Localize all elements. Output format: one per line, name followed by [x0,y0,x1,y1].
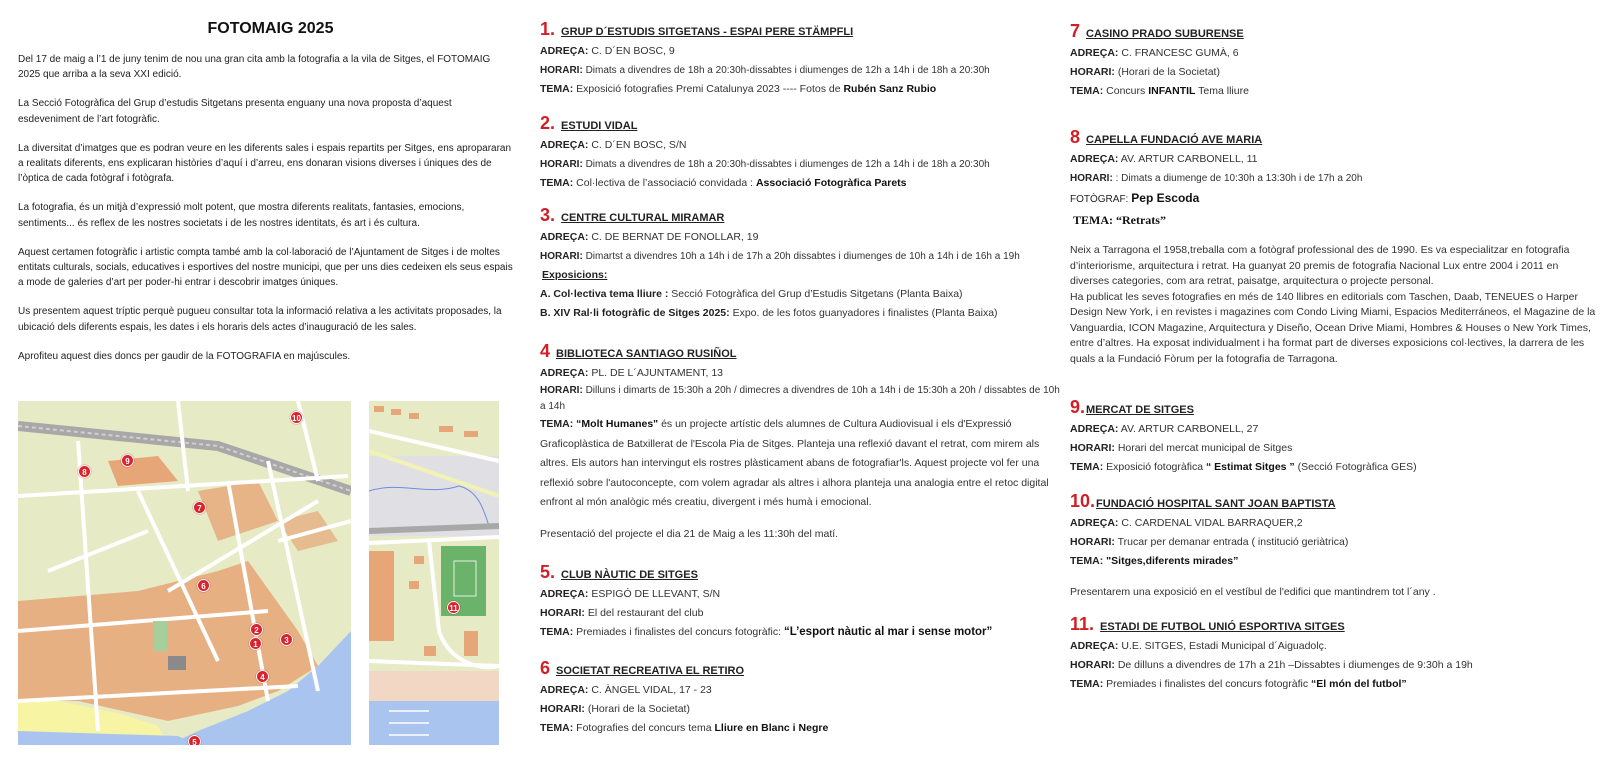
stadium-map-graphic [369,401,499,745]
venue-number: 11. [1070,614,1095,634]
venue-theme: Premiades i finalistes del concurs fotogràfic: [576,626,784,638]
venue-number: 6 [540,658,551,678]
bio-paragraph: Neix a Tarragona el 1958,treballa com a fotògraf professional des de 1990. Es va especialitzar en fotografia d’interiorisme, arquitectura i retrat. Ha guanyat 20 premis de fotografia Nacional Lux entre 2004 i 2011 en diverses categories, com ara retrat, paisatge, arquitectura o projecte personal. [1070,244,1570,287]
park [153,621,167,651]
hours-label: HORARI: [1070,442,1115,454]
venue-4 [540,341,1060,544]
theme-label: TEMA: [1070,85,1104,97]
venue-theme: és un projecte artístic dels alumnes de Cultura Audiovisual i els d'Expressió Graficoplàstica de Batxillerat de l'Escola Pia de Sitges. Planteja una reflexió davant el retrat, com mirem als altres. Els autors han intervingut els rostres plàsticament abans de fotografiar'ls. Aquest projecte vol fer una reflexió sobre l'autoconcepte, com volem agradar als altres i alhora planteja una analogia entre el retoc digital enfront al món analògic més creatiu, divergent i més humà i emocional. [540,418,1049,508]
map-marker-8[interactable]: 8 [78,465,91,478]
venue-address: ESPIGÓ DE LLEVANT, S/N [591,588,721,600]
intro-paragraph: Aquest certamen fotogràfic i artistic compta també amb la col·laboració de l’Ajuntament de Sitges i de moltes entitats culturals, socials, educatives i esportives del nostre municipi, que per uns dies cedeixen els seus espais a mode de galeries d’art per poder-hi entrar i descobrir imatges úniques. [18,246,513,289]
theme-label: TEMA: [540,626,574,638]
intro-paragraph: Del 17 de maig a l’1 de juny tenim de nou una gran cita amb la fotografia a la vila de Sitges, el FOTOMAIG 2025 que arriba a la seva XXI edició. [18,54,491,81]
venue-address: C. CARDENAL VIDAL BARRAQUER,2 [1121,517,1303,529]
exhibition-a-text: Secció Fotogràfica del Grup d’Estudis Sitgetans (Planta Baixa) [671,288,963,300]
photographer-name: Pep Escoda [1131,191,1200,205]
venue-name: ESTUDI VIDAL [561,120,638,132]
theme-label: TEMA: [540,722,574,734]
town-map [18,401,351,745]
venue-theme: Exposició fotografies Premi Catalunya 2023 ---- Fotos de [576,83,844,95]
town-map-graphic [18,401,351,745]
venue-3 [540,205,1060,323]
intro-paragraph: Us presentem aquest tríptic perquè pugueu consultar tota la informació relativa a les activitats proposades, la ubicació dels diferents espais, les dates i els horaris dels actes d’inauguració de les sales. [18,306,502,333]
venue-6 [540,658,1060,738]
venue-number: 2. [540,113,556,133]
venue-hours: Dimartst a divendres 10h a 14h i de 17h a 20h dissabtes i diumenges de 10h a 14h i de 16h a 19h [585,251,1020,262]
church [168,656,186,670]
venue-theme: TEMA: “Retrats” [1073,213,1166,227]
address-label: ADREÇA: [540,231,589,243]
venue-theme-highlight: “El món del futbol” [1311,678,1407,690]
theme-label: TEMA: [540,83,574,95]
venue-1 [540,19,1060,99]
venues-column-3 [1070,21,1600,694]
exhibition-a-title: A. Col·lectiva tema lliure : [540,288,672,300]
hours-label: HORARI: [1070,536,1115,548]
map-marker-10[interactable]: 10 [290,411,303,424]
exhibition-b-title: B. XIV Ral·li fotogràfic de Sitges 2025: [540,307,733,319]
venue-9 [1070,397,1600,477]
venue-number: 1. [540,19,556,39]
venue-note: Presentarem una exposició en el vestíbul de l'edifici que mantindrem tot l´any . [1070,586,1436,598]
venue-theme-highlight: INFANTIL [1148,85,1196,97]
venue-number: 7 [1070,21,1081,41]
theme-label: TEMA: [1070,555,1104,567]
photographer-label: FOTÒGRAF: [1070,194,1129,205]
venue-theme: Col·lectiva de l’associació convidada : [576,177,756,189]
venue-number: 8 [1070,127,1081,147]
venue-name: CLUB NÀUTIC DE SITGES [561,569,698,581]
map-marker-3[interactable]: 3 [280,633,293,646]
venue-hours: Dimats a divendres de 18h a 20:30h-dissabtes i diumenges de 12h a 14h i de 18h a 20:30h [585,159,990,170]
venue-number: 4 [540,341,551,361]
venue-address: C. FRANCESC GUMÀ, 6 [1121,47,1239,59]
venue-theme-highlight: Lliure en Blanc i Negre [714,722,829,734]
address-label: ADREÇA: [540,588,589,600]
venue-theme-suffix: (Secció Fotogràfica GES) [1294,461,1417,473]
map-marker-1[interactable]: 1 [249,637,262,650]
hours-label: HORARI: [1070,66,1115,78]
page-title: FOTOMAIG 2025 [207,20,334,37]
venues-column-2 [540,19,1060,738]
venue-theme-highlight: “Molt Humanes" [576,418,659,430]
venue-address: AV. ARTUR CARBONELL, 11 [1120,153,1258,165]
map-marker-4[interactable]: 4 [256,670,269,683]
theme-label: TEMA: [540,418,574,430]
venue-hours: : Dimats a diumenge de 10:30h a 13:30h i de 17h a 20h [1115,173,1363,184]
presentation-note: Presentació del projecte el dia 21 de Maig a les 11:30h del matí. [540,527,839,540]
hours-label: HORARI: [540,385,583,396]
theme-label: TEMA: [1070,678,1104,690]
venue-name: MERCAT DE SITGES [1086,404,1194,416]
venue-5 [540,562,1060,642]
venue-name: SOCIETAT RECREATIVA EL RETIRO [556,665,745,677]
venue-number: 3. [540,205,556,225]
map-marker-11[interactable]: 11 [447,601,460,614]
bio-paragraph: Ha publicat les seves fotografies en més de 140 llibres en editorials com Taschen, Daab, TENEUES o Harper Design New York, i en revistes i magazines com Condo Living Miami, Espacios Mediterráneos, el Magazine de la Vanguardia, ICON Magazine, Arquitectura y Diseño, Ocean Drive Miami, Hombres & Houses o New York Times, entre d’altres. Ha exposat individualment i ha format part de diverses exposicions col·lectives, la darrera de les quals a la Fundació Fòrum per la fotografia de Tarragona. [1070,290,1596,365]
venue-8 [1070,127,1600,367]
stadium-map [369,401,499,745]
address-label: ADREÇA: [1070,517,1119,529]
venue-theme-highlight: “L’esport nàutic al mar i sense motor” [783,626,993,638]
hours-label: HORARI: [540,159,583,170]
venue-number: 5. [540,562,556,582]
theme-label: TEMA: [540,177,574,189]
address-label: ADREÇA: [540,139,589,151]
intro-paragraph: La diversitat d’imatges que es podran veure en les diferents sales i espais repartits per Sitges, ens apropararan a realitats diferents, ens explicaran històries d’aquí i d’arreu, ens donaran visions diverses i úniques des de l’òptica de cada fotògraf i fotògrafa. [18,142,512,185]
venue-hours: (Horari de la Societat) [1117,66,1220,78]
hours-label: HORARI: [540,607,585,619]
venue-hours: (Horari de la Societat) [587,703,690,715]
venue-theme-highlight: Rubén Sanz Rubio [843,83,937,95]
venue-hours: Horari del mercat municipal de Sitges [1117,442,1293,454]
map-marker-9[interactable]: 9 [121,454,134,467]
intro-paragraph: La fotografia, és un mitjà d’expressió molt potent, que mostra diferents realitats, fantasies, emocions, sentiments... és reflex de les nostres societats i de les nostres identitats, és art i és cultura. [18,202,465,229]
venue-number: 9. [1070,397,1086,417]
intro-text [18,52,513,364]
intro-paragraph: Aprofiteu aquest dies doncs per gaudir de la FOTOGRAFIA en majúscules. [18,350,351,362]
address-label: ADREÇA: [540,45,589,57]
venue-address: AV. ARTUR CARBONELL, 27 [1120,423,1259,435]
hours-label: HORARI: [1070,173,1113,184]
venue-address: C. ÀNGEL VIDAL, 17 - 23 [591,684,712,696]
harbour [369,701,499,745]
venue-hours: De dilluns a divendres de 17h a 21h –Dissabtes i diumenges de 9:30h a 19h [1117,659,1473,671]
hours-label: HORARI: [540,65,583,76]
venue-address: C. D´EN BOSC, 9 [591,45,675,57]
venue-theme-highlight: Associació Fotogràfica Parets [755,177,907,189]
venue-2 [540,113,1060,193]
address-label: ADREÇA: [1070,153,1119,165]
map-marker-6[interactable]: 6 [197,579,210,592]
map-marker-7[interactable]: 7 [193,501,206,514]
hours-label: HORARI: [1070,659,1115,671]
photographer-bio [1070,243,1600,367]
venue-name: ESTADI DE FUTBOL UNIÓ ESPORTIVA SITGES [1100,621,1345,633]
venue-address: PL. DE L´AJUNTAMENT, 13 [591,367,724,379]
venue-name: CAPELLA FUNDACIÓ AVE MARIA [1086,134,1263,146]
venue-name: CENTRE CULTURAL MIRAMAR [561,212,725,224]
venue-theme-suffix: Tema lliure [1195,85,1249,97]
venue-address: U.E. SITGES, Estadi Municipal d´Aiguadolç. [1121,640,1327,652]
venue-address: C. DE BERNAT DE FONOLLAR, 19 [591,231,759,243]
venue-number: 10. [1070,491,1096,511]
venue-hours: El del restaurant del club [587,607,704,619]
address-label: ADREÇA: [1070,47,1119,59]
venue-theme: Fotografies del concurs tema [576,722,715,734]
venue-hours: Trucar per demanar entrada ( institució geriàtrica) [1117,536,1349,548]
venue-name: CASINO PRADO SUBURENSE [1086,28,1244,40]
venue-10 [1070,491,1600,602]
intro-paragraph: La Secció Fotogràfica del Grup d’estudis Sitgetans presenta enguany una nova proposta d’aquest esdeveniment de l’art fotogràfic. [18,98,452,125]
venue-theme: Premiades i finalistes del concurs fotogràfic [1106,678,1312,690]
venue-theme-highlight: "Sitges,diferents mirades” [1106,555,1239,567]
exhibition-b-text: Expo. de les fotos guanyadores i finalistes (Planta Baixa) [732,307,998,319]
theme-label: TEMA: [1070,461,1104,473]
venue-theme: Exposició fotogràfica [1106,461,1206,473]
venue-7 [1070,21,1600,101]
map-marker-2[interactable]: 2 [250,623,263,636]
venue-address: C. D´EN BOSC, S/N [591,139,687,151]
hours-label: HORARI: [540,251,583,262]
venue-theme-highlight: “ Estimat Sitges ” [1205,461,1295,473]
intro-column [18,0,513,378]
venue-theme: Concurs [1106,85,1149,97]
hours-label: HORARI: [540,703,585,715]
address-label: ADREÇA: [540,684,589,696]
venue-name: GRUP D´ESTUDIS SITGETANS - ESPAI PERE STÄMPFLI [561,26,854,38]
venue-hours: Dimats a divendres de 18h a 20:30h-dissabtes i diumenges de 12h a 14h i de 18h a 20:30h [585,65,990,76]
venue-11 [1070,614,1600,694]
exhibitions-label: Exposicions: [542,269,608,281]
venue-hours: Dilluns i dimarts de 15:30h a 20h / dimecres a divendres de 10h a 14h i de 15:30h a 20h / dissabtes de 10h a 14h [540,385,1060,412]
map-marker-5[interactable]: 5 [188,735,201,745]
address-label: ADREÇA: [540,367,589,379]
venue-name: FUNDACIÓ HOSPITAL SANT JOAN BAPTISTA [1096,498,1336,510]
venue-name: BIBLIOTECA SANTIAGO RUSIÑOL [556,348,737,360]
address-label: ADREÇA: [1070,640,1119,652]
address-label: ADREÇA: [1070,423,1119,435]
